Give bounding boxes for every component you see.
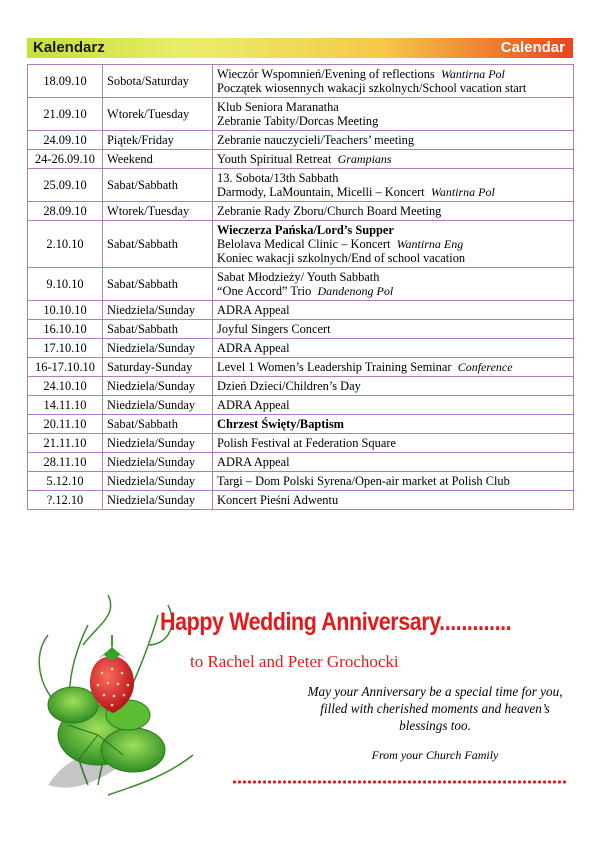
- event-line-text: “One Accord” Trio: [217, 284, 312, 298]
- event-line-text: Polish Festival at Federation Square: [217, 436, 396, 450]
- event-description: [213, 65, 574, 98]
- event-description: [213, 415, 574, 434]
- event-line: [217, 322, 569, 336]
- event-description: [213, 472, 574, 491]
- event-day: Sabat/Sabbath: [103, 221, 213, 268]
- table-row: [28, 491, 574, 510]
- event-line-text: ADRA Appeal: [217, 398, 290, 412]
- event-day: Sabat/Sabbath: [103, 320, 213, 339]
- event-line: [217, 67, 569, 81]
- event-day: Sabat/Sabbath: [103, 415, 213, 434]
- event-description: [213, 320, 574, 339]
- event-date: ?.12.10: [28, 491, 103, 510]
- event-description: [213, 453, 574, 472]
- event-line-text: ADRA Appeal: [217, 455, 290, 469]
- event-line-text: 13. Sobota/13th Sabbath: [217, 171, 339, 185]
- anniversary-title: Happy Wedding Anniversary.............: [160, 608, 512, 636]
- event-date: 10.10.10: [28, 301, 103, 320]
- event-day: Niedziela/Sunday: [103, 491, 213, 510]
- event-line: [217, 474, 569, 488]
- event-line-text: Zebranie nauczycieli/Teachers’ meeting: [217, 133, 415, 147]
- event-line: [217, 251, 569, 265]
- header-title-english: Calendar: [500, 39, 565, 56]
- dotted-divider: [232, 779, 568, 785]
- event-day: Niedziela/Sunday: [103, 396, 213, 415]
- header-title-polish: Kalendarz: [33, 39, 105, 56]
- event-date: 16.10.10: [28, 320, 103, 339]
- event-description: [213, 491, 574, 510]
- event-day: Niedziela/Sunday: [103, 453, 213, 472]
- event-line: [217, 223, 569, 237]
- event-line-text: Zebranie Tabity/Dorcas Meeting: [217, 114, 379, 128]
- event-description: [213, 98, 574, 131]
- event-day: Niedziela/Sunday: [103, 472, 213, 491]
- event-day: Niedziela/Sunday: [103, 377, 213, 396]
- event-line: [217, 171, 569, 185]
- event-date: 24.09.10: [28, 131, 103, 150]
- event-line: [217, 379, 569, 393]
- event-description: [213, 377, 574, 396]
- event-line-text: Wieczerza Pańska/Lord’s Supper: [217, 223, 394, 237]
- event-date: 9.10.10: [28, 268, 103, 301]
- event-date: 18.09.10: [28, 65, 103, 98]
- event-line-text: Zebranie Rady Zboru/Church Board Meeting: [217, 204, 442, 218]
- event-line-text: Joyful Singers Concert: [217, 322, 331, 336]
- event-description: [213, 202, 574, 221]
- table-row: [28, 320, 574, 339]
- anniversary-message: May your Anniversary be a special time for you, filled with cherished moments and heaven’s blessings too.: [307, 684, 563, 733]
- table-row: [28, 202, 574, 221]
- table-row: [28, 396, 574, 415]
- table-row: [28, 65, 574, 98]
- event-line-text: Belolava Medical Clinic – Koncert: [217, 237, 391, 251]
- event-day: Sabat/Sabbath: [103, 268, 213, 301]
- anniversary-subtitle: to Rachel and Peter Grochocki: [190, 652, 399, 671]
- event-day: Wtorek/Tuesday: [103, 202, 213, 221]
- table-row: [28, 339, 574, 358]
- event-location-note: Dandenong Pol: [317, 284, 394, 298]
- event-line-text: ADRA Appeal: [217, 303, 290, 317]
- event-line-text: Wieczór Wspomnień/Evening of reflections: [217, 67, 435, 81]
- calendar-table-body: [28, 65, 574, 510]
- event-description: [213, 221, 574, 268]
- event-location-note: Wantirna Eng: [396, 237, 464, 251]
- calendar-table: [27, 64, 574, 510]
- event-description: [213, 150, 574, 169]
- anniversary-from: From your Church Family: [371, 748, 499, 762]
- event-line-text: ADRA Appeal: [217, 341, 290, 355]
- table-row: [28, 453, 574, 472]
- event-date: 2.10.10: [28, 221, 103, 268]
- event-line-text: Targi – Dom Polski Syrena/Open-air market at Polish Club: [217, 474, 510, 488]
- event-day: Sobota/Saturday: [103, 65, 213, 98]
- event-line-text: Koniec wakacji szkolnych/End of school vacation: [217, 251, 466, 265]
- table-row: [28, 221, 574, 268]
- table-row: [28, 169, 574, 202]
- event-description: [213, 131, 574, 150]
- event-location-note: Wantirna Pol: [440, 67, 505, 81]
- event-date: 28.11.10: [28, 453, 103, 472]
- event-line-text: Darmody, LaMountain, Micelli – Koncert: [217, 185, 425, 199]
- event-description: [213, 169, 574, 202]
- calendar-header-bar: [27, 38, 573, 58]
- event-location-note: Wantirna Pol: [430, 185, 495, 199]
- event-day: Niedziela/Sunday: [103, 301, 213, 320]
- event-date: 17.10.10: [28, 339, 103, 358]
- event-line-text: Chrzest Święty/Baptism: [217, 417, 344, 431]
- event-line: [217, 237, 569, 251]
- event-line: [217, 100, 569, 114]
- event-date: 5.12.10: [28, 472, 103, 491]
- event-line: [217, 398, 569, 412]
- event-line-text: Youth Spiritual Retreat: [217, 152, 332, 166]
- table-row: [28, 415, 574, 434]
- event-date: 21.11.10: [28, 434, 103, 453]
- event-day: Weekend: [103, 150, 213, 169]
- event-line: [217, 185, 569, 199]
- event-description: [213, 301, 574, 320]
- event-description: [213, 339, 574, 358]
- event-description: [213, 396, 574, 415]
- event-line-text: Sabat Młodzieży/ Youth Sabbath: [217, 270, 380, 284]
- event-line: [217, 436, 569, 450]
- event-day: Niedziela/Sunday: [103, 339, 213, 358]
- event-line: [217, 360, 569, 374]
- event-line-text: Dzień Dzieci/Children’s Day: [217, 379, 361, 393]
- event-line: [217, 81, 569, 95]
- table-row: [28, 472, 574, 491]
- event-line: [217, 284, 569, 298]
- table-row: [28, 98, 574, 131]
- event-line: [217, 417, 569, 431]
- table-row: [28, 301, 574, 320]
- event-line: [217, 204, 569, 218]
- event-date: 24.10.10: [28, 377, 103, 396]
- event-description: [213, 268, 574, 301]
- event-date: 20.11.10: [28, 415, 103, 434]
- event-day: Saturday-Sunday: [103, 358, 213, 377]
- event-description: [213, 434, 574, 453]
- event-day: Sabat/Sabbath: [103, 169, 213, 202]
- event-line: [217, 114, 569, 128]
- event-line-text: Początek wiosennych wakacji szkolnych/School vacation start: [217, 81, 527, 95]
- event-line: [217, 493, 569, 507]
- table-row: [28, 150, 574, 169]
- event-location-note: Grampians: [337, 152, 392, 166]
- event-location-note: Conference: [457, 360, 513, 374]
- event-description: [213, 358, 574, 377]
- event-day: Niedziela/Sunday: [103, 434, 213, 453]
- event-line-text: Koncert Pieśni Adwentu: [217, 493, 339, 507]
- event-line-text: Level 1 Women’s Leadership Training Seminar: [217, 360, 452, 374]
- event-line: [217, 341, 569, 355]
- event-date: 28.09.10: [28, 202, 103, 221]
- event-line: [217, 303, 569, 317]
- event-date: 25.09.10: [28, 169, 103, 202]
- event-line: [217, 270, 569, 284]
- event-line: [217, 152, 569, 166]
- table-row: [28, 131, 574, 150]
- event-line: [217, 455, 569, 469]
- event-line-text: Klub Seniora Maranatha: [217, 100, 339, 114]
- event-date: 21.09.10: [28, 98, 103, 131]
- event-line: [217, 133, 569, 147]
- event-date: 24-26.09.10: [28, 150, 103, 169]
- event-date: 14.11.10: [28, 396, 103, 415]
- table-row: [28, 358, 574, 377]
- event-day: Wtorek/Tuesday: [103, 98, 213, 131]
- table-row: [28, 377, 574, 396]
- event-date: 16-17.10.10: [28, 358, 103, 377]
- table-row: [28, 268, 574, 301]
- table-row: [28, 434, 574, 453]
- event-day: Piątek/Friday: [103, 131, 213, 150]
